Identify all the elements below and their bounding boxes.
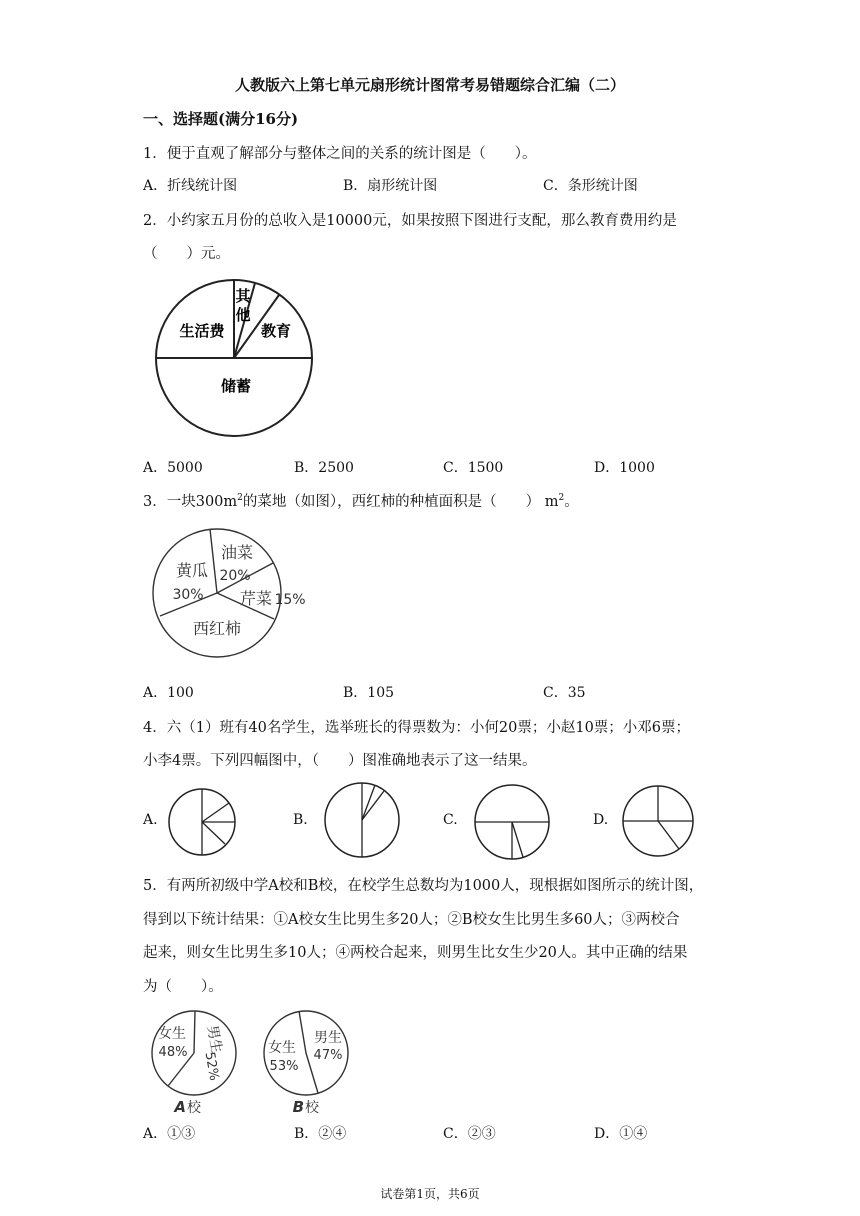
q4-option-a[interactable]: A. xyxy=(143,812,158,828)
q5-b-label-boy: 男生 xyxy=(314,1030,342,1046)
q3-unit-sup: 2 xyxy=(558,493,565,504)
q4-text-line2: 小李4票。下列四幅图中，（ ）图准确地表示了这一结果。 xyxy=(143,753,537,769)
q5-a-caption: 校 xyxy=(187,1100,201,1116)
q5-option-d[interactable]: D．①④ xyxy=(594,1126,648,1142)
q4-pie-d[interactable] xyxy=(620,783,696,859)
q5-a-caption-letter: A xyxy=(174,1098,186,1116)
q5-b-caption-letter: B xyxy=(292,1098,304,1116)
q2-option-c[interactable]: C．1500 xyxy=(443,460,504,476)
q4-text-line1: 4．六（1）班有40名学生，选举班长的得票数为：小何20票；小赵10票；小邓6票； xyxy=(143,720,691,736)
q3-label-rape: 油菜 xyxy=(220,543,254,562)
q3-option-b[interactable]: B．105 xyxy=(343,685,395,701)
q4-option-c[interactable]: C. xyxy=(443,812,458,828)
q3-label-rape-pct: 20% xyxy=(219,568,251,584)
q2-label-education: 教育 xyxy=(260,322,292,340)
q1-text: 1．便于直观了解部分与整体之间的关系的统计图是（ ）。 xyxy=(143,146,537,162)
q3-end: 。 xyxy=(564,494,579,510)
q2-label-other-1: 其 xyxy=(235,287,251,305)
q2-option-d[interactable]: D．1000 xyxy=(594,460,655,476)
q3-label-tomato: 西红柿 xyxy=(192,619,242,638)
q3-text-b: 的菜地（如图），西红柿的种植面积是（ ） xyxy=(242,494,541,510)
q5-text-line4: 为（ ）。 xyxy=(143,979,223,995)
q5-option-b[interactable]: B．②④ xyxy=(294,1126,347,1142)
q3-option-c[interactable]: C．35 xyxy=(543,685,586,701)
q2-label-living: 生活费 xyxy=(179,322,225,340)
q5-text-line2: 得到以下统计结果：①A校女生比男生多20人；②B校女生比男生多60人；③两校合 xyxy=(143,912,680,928)
q5-b-label-girl: 女生 xyxy=(268,1040,296,1056)
q2-option-b[interactable]: B．2500 xyxy=(294,460,354,476)
page-footer: 试卷第1页，共6页 xyxy=(380,1187,480,1201)
q4-pie-b[interactable] xyxy=(322,780,402,860)
section-heading: 一、选择题(满分16分) xyxy=(143,110,299,128)
q1-option-a[interactable]: A．折线统计图 xyxy=(143,178,238,194)
q3-label-cucumber-pct: 30% xyxy=(172,587,204,603)
q3-text xyxy=(143,490,579,511)
q5-option-a[interactable]: A．①③ xyxy=(143,1126,196,1142)
q2-text-line1: 2．小约家五月份的总收入是10000元，如果按照下图进行支配，那么教育费用约是 xyxy=(143,213,677,229)
q2-label-other-2: 他 xyxy=(235,306,251,324)
page-title: 人教版六上第七单元扇形统计图常考易错题综合汇编（二） xyxy=(234,76,625,94)
q5-text-line3: 起来，则女生比男生多10人；④两校合起来，则男生比女生少20人。其中正确的结果 xyxy=(143,945,688,961)
q4-pie-c[interactable] xyxy=(472,782,552,862)
q4-option-d[interactable]: D. xyxy=(593,812,609,828)
q3-label-cucumber: 黄瓜 xyxy=(175,561,209,580)
q5-pie-a xyxy=(148,1010,244,1116)
q2-label-savings: 储蓄 xyxy=(220,377,252,395)
q3-unit: m xyxy=(544,494,559,510)
q5-text-line1: 5．有两所初级中学A校和B校，在校学生总数均为1000人，现根据如图所示的统计图， xyxy=(143,878,704,894)
q3-label-celery: 芹菜 xyxy=(239,589,273,608)
q3-area: 300m xyxy=(195,494,238,510)
q3-label-celery-pct: 15% xyxy=(274,592,306,608)
q5-b-label-boy-pct: 47% xyxy=(313,1048,343,1063)
q2-option-a[interactable]: A．5000 xyxy=(143,460,203,476)
q5-a-label-girl-pct: 48% xyxy=(158,1045,188,1060)
q1-option-c[interactable]: C．条形统计图 xyxy=(543,178,638,194)
q3-pie-chart xyxy=(150,526,310,666)
q3-area-sup: 2 xyxy=(237,493,243,504)
q5-b-label-girl-pct: 53% xyxy=(269,1059,299,1074)
q5-option-c[interactable]: C．②③ xyxy=(443,1126,496,1142)
q5-pie-b xyxy=(256,1010,356,1116)
q4-option-b[interactable]: B. xyxy=(293,812,308,828)
q2-pie-chart xyxy=(150,278,320,442)
q2-text-line2: （ ）元。 xyxy=(143,246,230,262)
q3-option-a[interactable]: A．100 xyxy=(143,685,194,701)
q5-a-label-boy: 男生 xyxy=(203,1024,225,1055)
q3-text-a: 3．一块 xyxy=(143,494,196,510)
q1-option-b[interactable]: B．扇形统计图 xyxy=(343,178,438,194)
q5-a-label-girl: 女生 xyxy=(158,1026,186,1042)
q4-pie-a[interactable] xyxy=(166,786,238,858)
q5-b-caption: 校 xyxy=(305,1100,319,1116)
q5-a-label-boy-pct: 52% xyxy=(201,1050,222,1082)
